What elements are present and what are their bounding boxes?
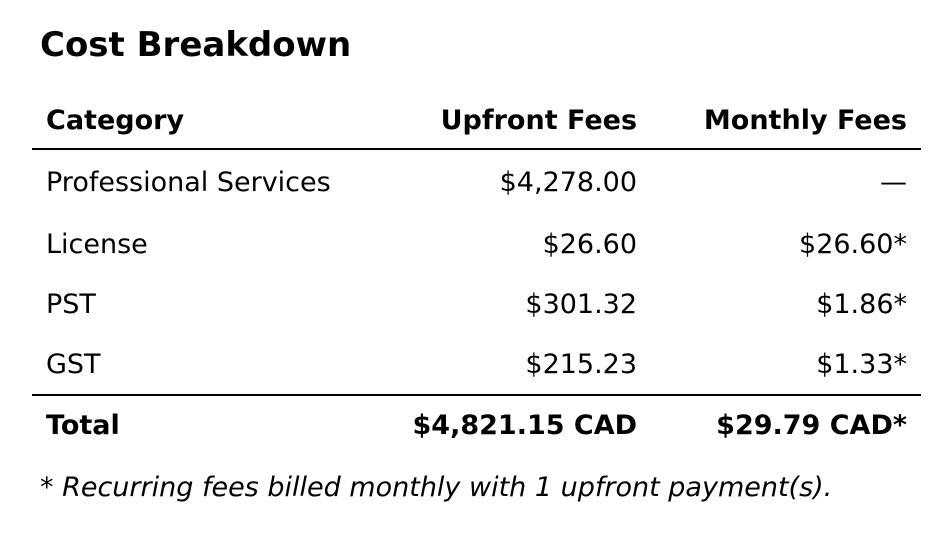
upfront-fee-cell: $26.60 [542,228,638,260]
header-row [32,92,921,149]
category-cell: Professional Services [46,166,331,198]
footnote: * Recurring fees billed monthly with 1 upfront payment(s). [40,472,833,503]
column-header-monthly-fees: Monthly Fees [651,92,921,149]
table-row [32,274,921,334]
total-row [32,395,921,454]
table-header [32,92,921,149]
column-header-category: Category [32,92,373,149]
total-monthly-fees: $29.79 CAD* [651,395,921,454]
monthly-fee-cell: — [880,166,907,198]
table-footer [32,395,921,454]
upfront-fee-cell: $215.23 [525,348,638,380]
page-title: Cost Breakdown [40,25,352,65]
category-cell: License [46,228,148,260]
category-cell: PST [46,288,96,320]
table-body [32,149,921,395]
upfront-fee-cell: $4,278.00 [499,166,638,198]
total-label: Total [32,395,373,454]
column-header-upfront-fees: Upfront Fees [373,92,651,149]
cost-breakdown-table [32,92,921,454]
table-row [32,214,921,274]
category-cell: GST [46,348,101,380]
monthly-fee-cell: $1.33* [816,348,907,380]
upfront-fee-cell: $301.32 [525,288,638,320]
monthly-fee-cell: $1.86* [816,288,907,320]
monthly-fee-cell: $26.60* [799,228,907,260]
total-upfront-fees: $4,821.15 CAD [373,395,651,454]
table-row [32,334,921,395]
table-row [32,149,921,214]
